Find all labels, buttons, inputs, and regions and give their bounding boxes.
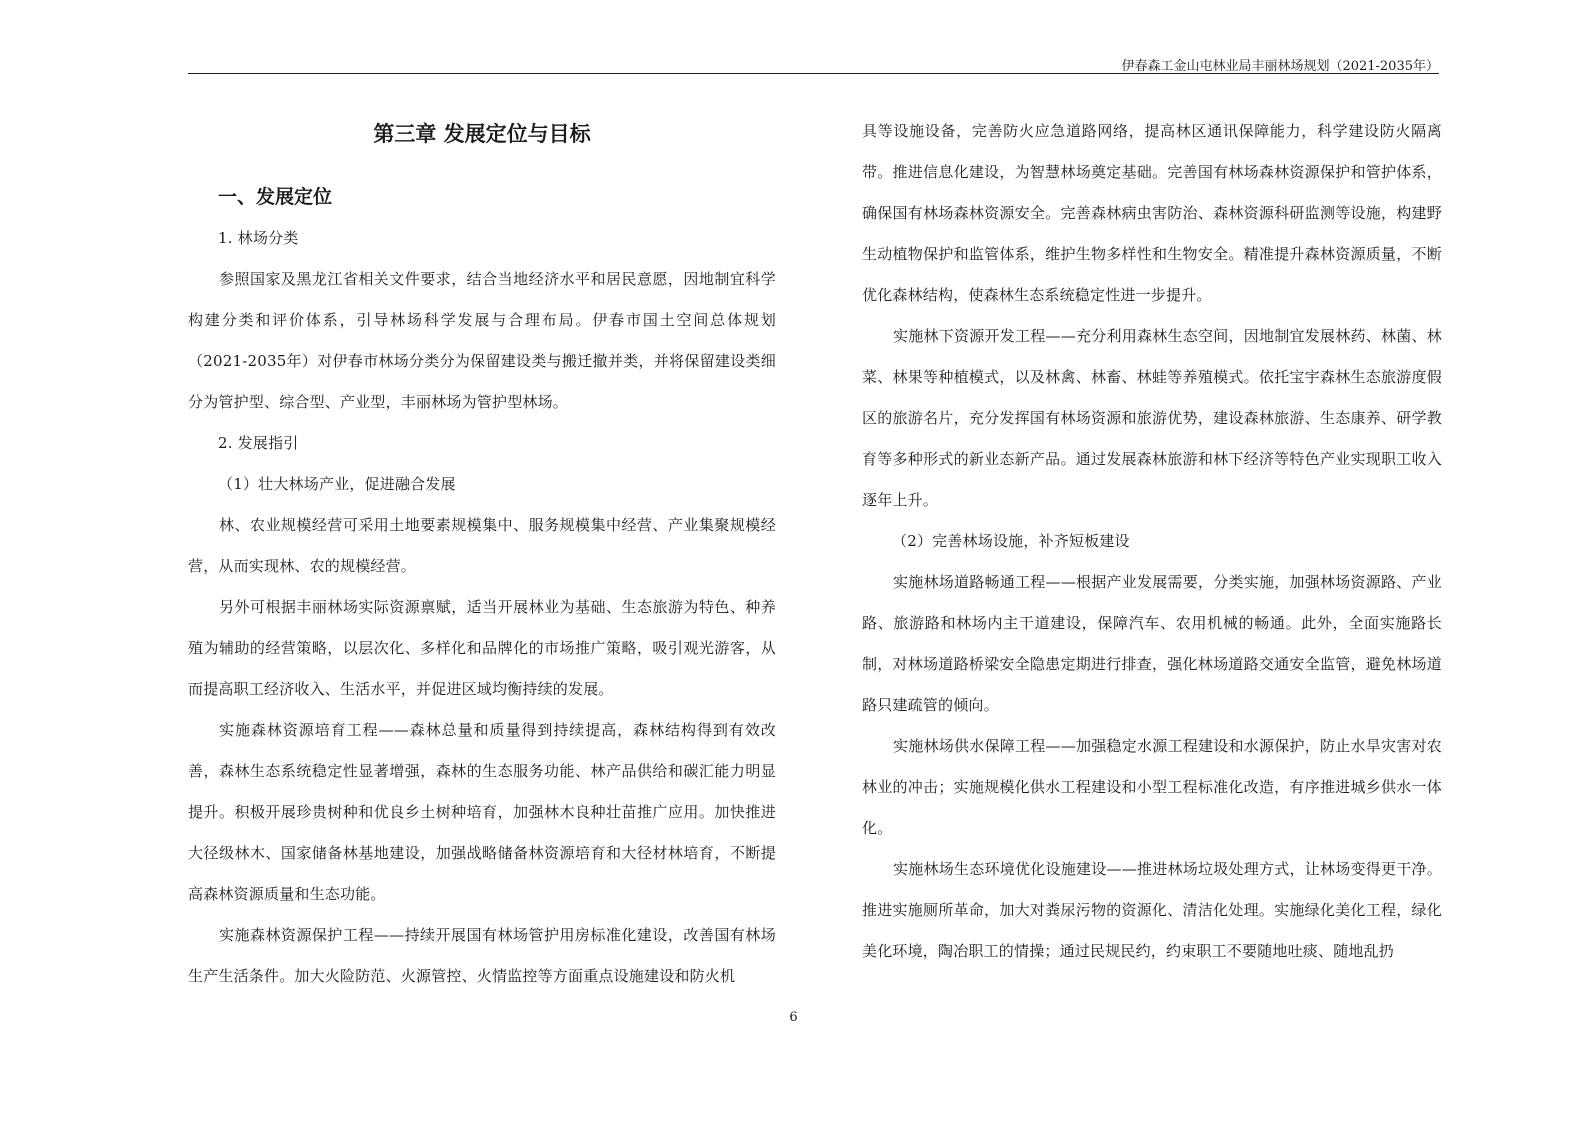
paragraph-classification: 参照国家及黑龙江省相关文件要求，结合当地经济水平和居民意愿，因地制宜科学构建分类和评价体系，引导林场科学发展与合理布局。伊春市国土空间总体规划（2021-2035年）对伊春市林场分类分为保留建设类与搬迁撤并类，并将保留建设类细分为管护型、综合型、产业型，丰丽林场为管护型林场。 xyxy=(188,270,776,411)
paragraph-environment: 实施林场生态环境优化设施建设——推进林场垃圾处理方式，让林场变得更干净。推进实施厕所革命，加大对粪尿污物的资源化、清洁化处理。实施绿化美化工程，绿化美化环境，陶冶职工的情操；通过民规民约，约束职工不要随地吐痰、随地乱扔 xyxy=(862,860,1442,960)
header-divider xyxy=(188,73,1439,74)
paragraph-forest-cultivation: 实施森林资源培育工程——森林总量和质量得到持续提高，森林结构得到有效改善，森林生态系统稳定性显著增强，森林的生态服务功能、林产品供给和碳汇能力明显提升。积极开展珍贵树种和优良乡土树种培育，加强林木良种壮苗推广应用。加快推进大径级林木、国家储备林基地建设，加强战略储备林资源培育和大径材林培育，不断提高森林资源质量和生态功能。 xyxy=(188,721,776,903)
paragraph-understory-development: 实施林下资源开发工程——充分利用森林生态空间，因地制宜发展林药、林菌、林菜、林果等种植模式，以及林禽、林畜、林蛙等养殖模式。依托宝宇森林生态旅游度假区的旅游名片，充分发挥国有林场资源和旅游优势，建设森林旅游、生态康养、研学教育等多种形式的新业态新产品。通过发展森林旅游和林下经济等特色产业实现职工收入逐年上升。 xyxy=(862,327,1442,509)
header-title: 伊春森工金山屯林业局丰丽林场规划（2021-2035年） xyxy=(1121,59,1439,74)
page-number: 6 xyxy=(789,1010,798,1025)
chapter-title: 第三章 发展定位与目标 xyxy=(373,122,591,146)
paragraph-forest-protection: 实施森林资源保护工程——持续开展国有林场管护用房标准化建设，改善国有林场生产生活条件。加大火险防范、火源管控、火情监控等方面重点设施建设和防火机 xyxy=(188,926,776,985)
subitem1-heading: （1）壮大林场产业，促进融合发展 xyxy=(218,475,456,493)
paragraph-resource-strategy: 另外可根据丰丽林场实际资源禀赋，适当开展林业为基础、生态旅游为特色、种养殖为辅助的经营策略，以层次化、多样化和品牌化的市场推广策略，吸引观光游客，从而提高职工经济收入、生活水平，并促进区域均衡持续的发展。 xyxy=(188,598,776,698)
paragraph-scale-operation: 林、农业规模经营可采用土地要素规模集中、服务规模集中经营、产业集聚规模经营，从而实现林、农的规模经营。 xyxy=(188,516,776,575)
item2-heading: 2. 发展指引 xyxy=(218,434,299,452)
section-title: 一、发展定位 xyxy=(218,186,333,208)
subitem2-heading: （2）完善林场设施，补齐短板建设 xyxy=(892,532,1130,550)
item1-heading: 1. 林场分类 xyxy=(218,229,299,247)
paragraph-water-supply: 实施林场供水保障工程——加强稳定水源工程建设和水源保护，防止水旱灾害对农林业的冲击；实施规模化供水工程建设和小型工程标准化改造，有序推进城乡供水一体化。 xyxy=(862,737,1442,837)
paragraph-protection-continued: 具等设施设备，完善防火应急道路网络，提高林区通讯保障能力，科学建设防火隔离带。推进信息化建设，为智慧林场奠定基础。完善国有林场森林资源保护和管护体系，确保国有林场森林资源安全。完善森林病虫害防治、森林资源科研监测等设施，构建野生动植物保护和监管体系，维护生物多样性和生物安全。精准提升森林资源质量，不断优化森林结构，使森林生态系统稳定性进一步提升。 xyxy=(862,122,1442,304)
paragraph-road-project: 实施林场道路畅通工程——根据产业发展需要，分类实施，加强林场资源路、产业路、旅游路和林场内主干道建设，保障汽车、农用机械的畅通。此外，全面实施路长制，对林场道路桥梁安全隐患定期进行排查，强化林场道路交通安全监管，避免林场道路只建疏管的倾向。 xyxy=(862,573,1442,714)
